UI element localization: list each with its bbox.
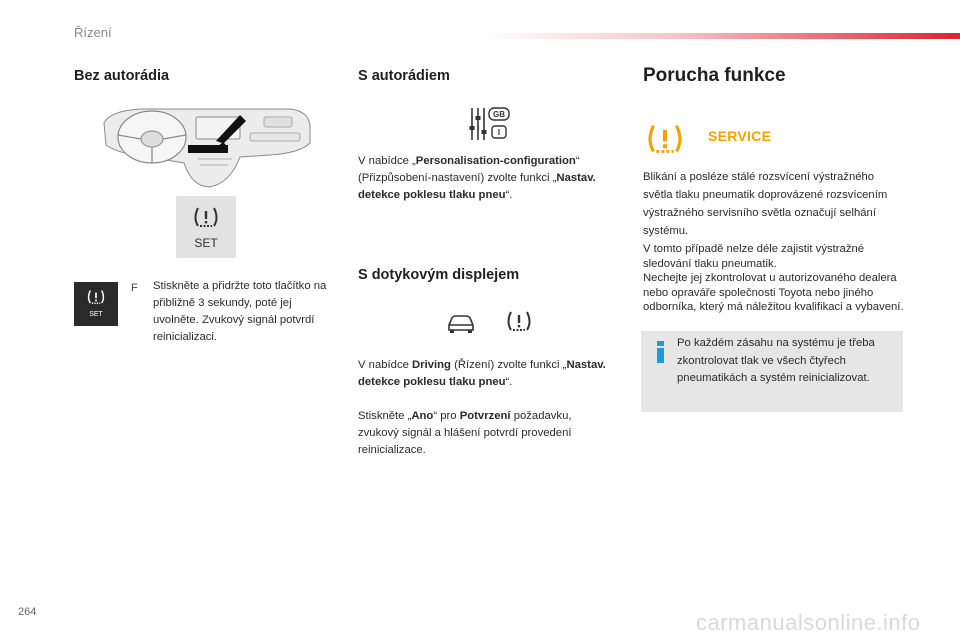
heading-without-radio: Bez autorádia <box>74 68 170 84</box>
watermark: carmanualsonline.info <box>696 610 921 635</box>
heading-with-radio: S autorádiem <box>358 68 450 84</box>
bullet-arrow-icon: F <box>131 282 138 294</box>
malfunction-advice: V tomto případě nelze déle zajistit výstražné sledování tlaku pneumatik. Nechejte jej zkontrolovat u autorizovaného dealera nebo opraváře společnosti Toyota nebo jiného odborníka, který má náležitou kvalifikaci a vybavení. <box>643 243 904 313</box>
tire-pressure-warning-light-icon <box>645 121 685 159</box>
page-number: 264 <box>18 606 37 618</box>
heading-malfunction: Porucha funkce <box>643 65 786 86</box>
info-icon <box>651 341 671 363</box>
section-title: Řízení <box>74 25 112 40</box>
set-label: SET <box>194 236 218 250</box>
malfunction-description: Blikání a posléze stálé rozsvícení výstražného světla tlaku pneumatik doprovázené rozsvícením výstražného servisního světla označují selhání systému. <box>643 171 888 237</box>
car-icon <box>445 311 477 335</box>
settings-sliders-icon <box>468 104 512 144</box>
tire-pressure-icon-touch <box>505 310 533 334</box>
heading-touchscreen: S dotykovým displejem <box>358 267 520 283</box>
touch-instruction: V nabídce Driving (Řízení) zvolte funkci „Nastav. detekce poklesu tlaku pneu“. <box>358 359 606 388</box>
dashboard-illustration <box>100 103 314 191</box>
confirm-instruction: Stiskněte „Ano“ pro Potvrzení požadavku, zvukový signál a hlášení potvrdí provedení reinicializace. <box>358 410 572 456</box>
set-icon-label: SET <box>89 311 103 318</box>
gb-label: GB <box>493 110 505 119</box>
tire-pressure-warning-icon <box>192 206 220 230</box>
set-button-icon <box>74 282 118 326</box>
service-warning-label: SERVICE <box>708 128 772 144</box>
i-label: I <box>497 128 501 137</box>
tire-pressure-icon-white <box>86 289 106 306</box>
radio-instruction: V nabídce „Personalisation-configuration“ (Přizpůsobení-nastavení) zvolte funkci „Nastav. detekce poklesu tlaku pneu“. <box>358 155 596 201</box>
set-button-panel <box>176 196 236 258</box>
info-text: Po každém zásahu na systému je třeba zkontrolovat tlak ve všech čtyřech pneumatikách a systém reinicializovat. <box>677 337 875 384</box>
instruction-text: Stiskněte a přidržte toto tlačítko na přibližně 3 sekundy, poté jej uvolněte. Zvukový signál potvrdí reinicializaci. <box>153 280 327 343</box>
header-accent-bar <box>480 33 960 39</box>
